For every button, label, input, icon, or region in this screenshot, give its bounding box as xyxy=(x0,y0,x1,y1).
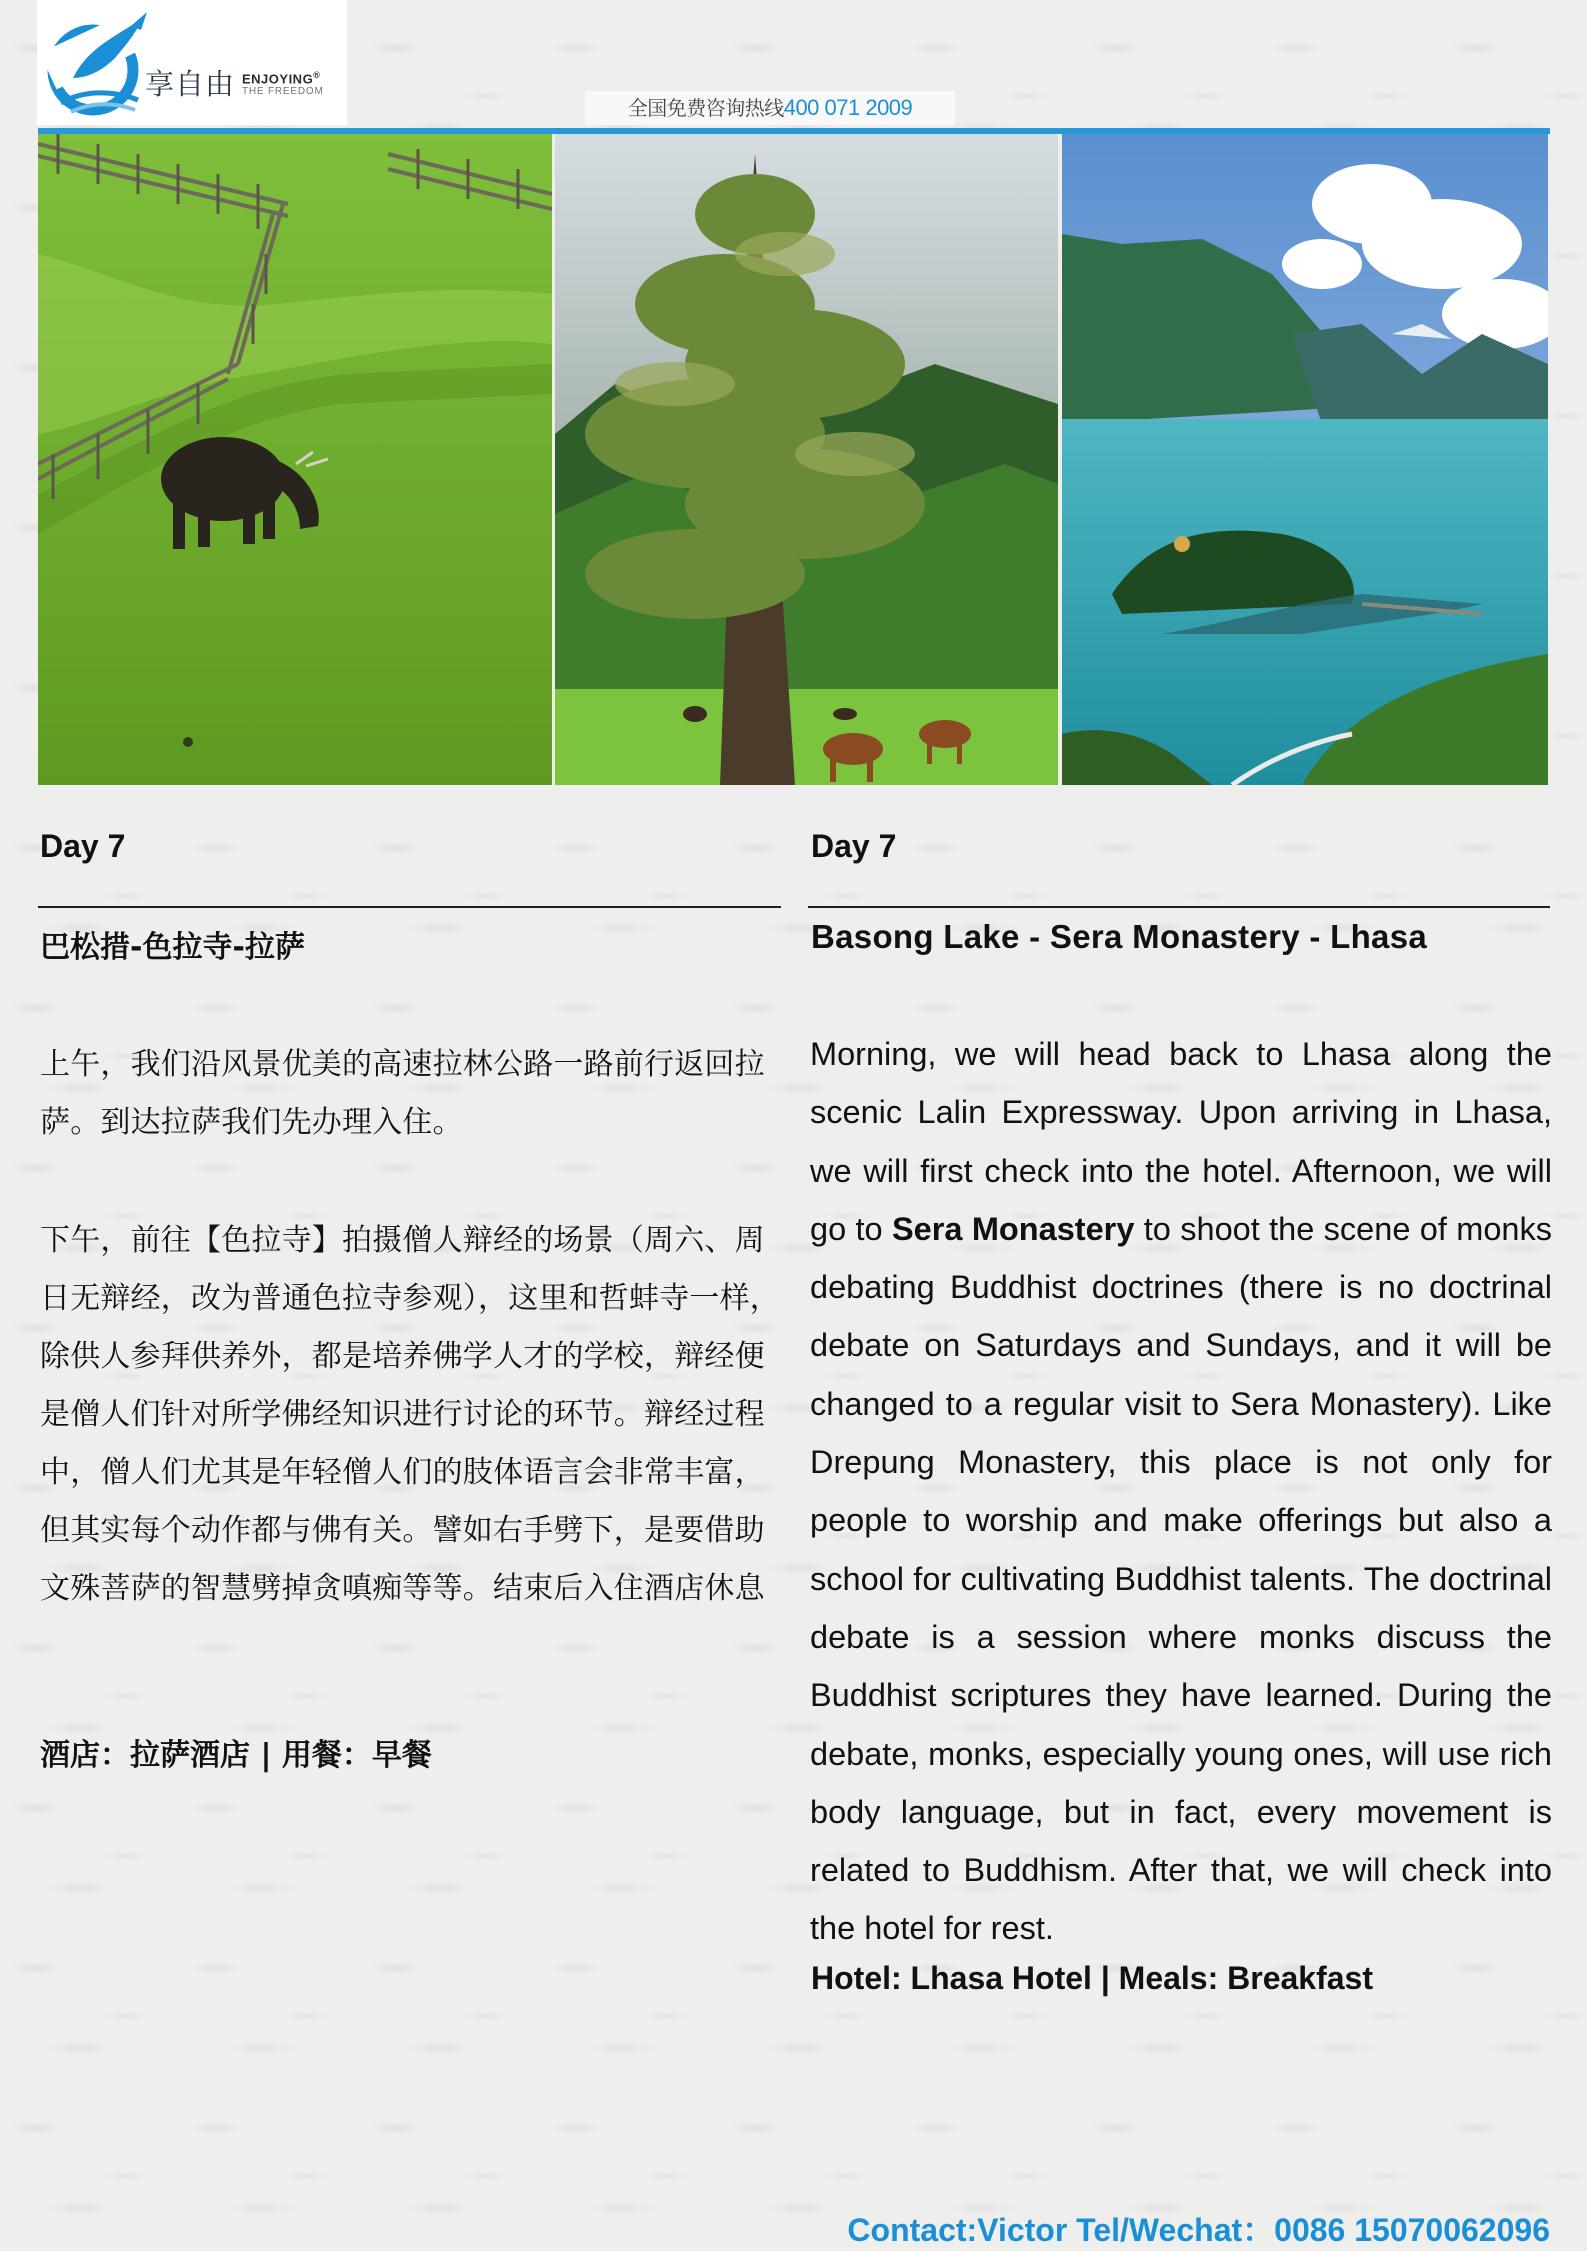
logo-english-line1: ENJOYING® xyxy=(242,70,321,87)
right-divider xyxy=(808,906,1550,908)
itinerary-paragraph-en: Morning, we will head back to Lhasa along the scenic Lalin Expressway. Upon arriving in Lhasa, we will first check into the hotel. Afternoon, we will go to Sera Monastery to shoot the scene of monks debating Buddhist doctrines (there is no doctrinal debate on Saturdays and Sundays, and it will be changed to a regular visit to Sera Monastery). Like Drepung Monastery, this place is not only for people to worship and make offerings but also a school for cultivating Buddhist talents. The doctrinal debate is a session where monks discuss the Buddhist scriptures they have learned. During the debate, monks, especially young ones, will use rich body language, but in fact, every movement is related to Buddhism. After that, we will check into the hotel for rest. xyxy=(810,1036,1552,1947)
hotline-banner xyxy=(585,91,955,125)
yak-grazing-meadow-photo xyxy=(38,134,552,785)
contact-info: Contact:Victor Tel/Wechat：0086 15070062096 xyxy=(847,2212,1550,2248)
itinerary-paragraph-cn-2: 下午，前往【色拉寺】拍摄僧人辩经的场景（周六、周日无辩经，改为普通色拉寺参观），这里和哲蚌寺一样，除供人参拜供养外，都是培养佛学人才的学校，辩经便是僧人们针对所学佛经知识进行讨论的环节。辩经过程中，僧人们尤其是年轻僧人们的肢体语言会非常丰富，但其实每个动作都与佛有关。譬如右手劈下，是要借助文殊菩萨的智慧劈掉贪嗔痴等等。结束后入住酒店休息 xyxy=(40,1223,780,1606)
sera-monastery-highlight: Sera Monastery xyxy=(892,1210,1135,1247)
route-title-en: Basong Lake - Sera Monastery - Lhasa xyxy=(811,918,1427,955)
hotel-meals-cn: 酒店：拉萨酒店 | 用餐：早餐 xyxy=(40,1738,432,1773)
hotel-meals-en: Hotel: Lhasa Hotel | Meals: Breakfast xyxy=(811,1960,1373,1996)
hotline-number: 400 071 2009 xyxy=(783,95,913,120)
route-title-cn: 巴松措-色拉寺-拉萨 xyxy=(40,930,305,965)
logo-chinese-text: 享自由 xyxy=(145,67,236,101)
hotline-label: 全国免费咨询热线 xyxy=(627,96,784,120)
logo-english-line2: THE FREEDOM xyxy=(242,86,324,97)
itinerary-paragraph-cn-1: 上午，我们沿风景优美的高速拉林公路一路前行返回拉萨。到达拉萨我们先办理入住。 xyxy=(40,1047,765,1140)
basong-lake-island-photo xyxy=(1062,134,1548,785)
day-label-en: Day 7 xyxy=(811,828,897,864)
dolphin-logo-icon xyxy=(43,8,153,120)
left-divider xyxy=(38,906,781,908)
brand-logo xyxy=(37,0,347,125)
tree-and-horses-photo xyxy=(555,134,1058,785)
day-label-cn: Day 7 xyxy=(40,828,126,864)
